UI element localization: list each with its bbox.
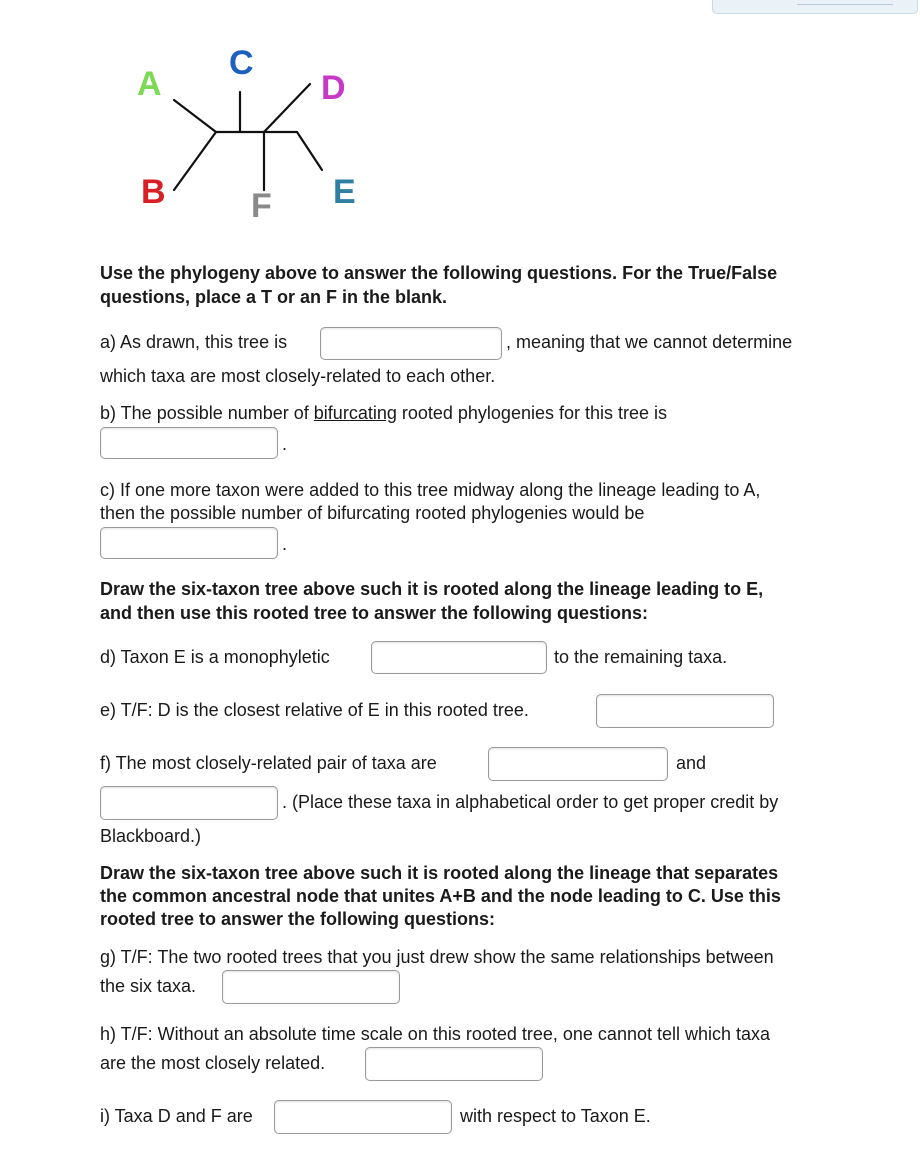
question-e-text: e) T/F: D is the closest relative of E in this rooted tree.	[100, 700, 529, 720]
branch-e	[297, 132, 322, 170]
question-f-and: and	[676, 753, 707, 773]
question-c-line-2: then the possible number of bifurcating rooted phylogenies would be	[100, 503, 645, 523]
question-b-underlined: bifurcating	[313, 403, 397, 423]
section-3-line-3: rooted tree to answer the following questions:	[100, 909, 496, 929]
taxon-label-d: D	[321, 69, 346, 107]
branch-b	[174, 132, 216, 190]
section-3-line-1: Draw the six-taxon tree above such it is rooted along the lineage that separates	[100, 863, 779, 883]
answer-blank-f2[interactable]	[100, 786, 278, 820]
question-b-before: b) The possible number of	[100, 403, 314, 423]
question-d-text-after: to the remaining taxa.	[554, 647, 728, 667]
question-g-line-2: the six taxa.	[100, 976, 197, 996]
question-i-text-after: with respect to Taxon E.	[460, 1106, 651, 1126]
answer-blank-d[interactable]	[371, 641, 547, 674]
question-d-text: d) Taxon E is a monophyletic	[100, 647, 330, 667]
taxon-label-a: A	[137, 65, 162, 103]
taxon-label-b: B	[141, 173, 166, 211]
question-h-line-1: h) T/F: Without an absolute time scale on this rooted tree, one cannot tell which taxa	[100, 1024, 771, 1044]
question-g-line-1: g) T/F: The two rooted trees that you just drew show the same relationships between	[100, 947, 774, 967]
question-f-line-3: Blackboard.)	[100, 826, 202, 846]
intro-line-1: Use the phylogeny above to answer the following questions. For the True/False	[100, 263, 778, 283]
question-f-text-after: . (Place these taxa in alphabetical order to get proper credit by	[282, 792, 779, 812]
question-b-text	[100, 403, 667, 424]
section-3-line-2: the common ancestral node that unites A+B and the node leading to C. Use this	[100, 886, 781, 906]
branch-d	[264, 84, 310, 132]
top-toolbar-fragment	[712, 0, 918, 14]
question-a-text-after: , meaning that we cannot determine	[506, 332, 793, 352]
question-a-text: a) As drawn, this tree is	[100, 332, 288, 352]
section-2-line-2: and then use this rooted tree to answer the following questions:	[100, 603, 649, 623]
answer-blank-i[interactable]	[274, 1100, 452, 1134]
answer-blank-e[interactable]	[596, 694, 774, 728]
question-b-after: rooted phylogenies for this tree is	[396, 403, 668, 423]
taxon-label-c: C	[229, 44, 254, 82]
taxon-label-f: F	[251, 187, 272, 225]
branch-a	[174, 100, 216, 132]
question-i-text: i) Taxa D and F are	[100, 1106, 253, 1126]
answer-blank-c[interactable]	[100, 527, 278, 559]
answer-blank-b[interactable]	[100, 427, 278, 459]
answer-blank-a[interactable]	[320, 327, 502, 360]
answer-blank-h[interactable]	[365, 1047, 543, 1081]
question-c-line-1: c) If one more taxon were added to this tree midway along the lineage leading to A,	[100, 480, 761, 500]
intro-line-2: questions, place a T or an F in the blank.	[100, 287, 448, 307]
question-h-line-2: are the most closely related.	[100, 1053, 326, 1073]
answer-blank-f1[interactable]	[488, 747, 668, 781]
phylogeny-diagram	[120, 40, 380, 230]
question-b-end: .	[282, 434, 288, 454]
taxon-label-e: E	[333, 173, 356, 211]
answer-blank-g[interactable]	[222, 970, 400, 1004]
section-2-line-1: Draw the six-taxon tree above such it is rooted along the lineage leading to E,	[100, 579, 764, 599]
question-f-text: f) The most closely-related pair of taxa are	[100, 753, 437, 773]
question-a-line-2: which taxa are most closely-related to each other.	[100, 366, 496, 386]
question-c-end: .	[282, 534, 288, 554]
